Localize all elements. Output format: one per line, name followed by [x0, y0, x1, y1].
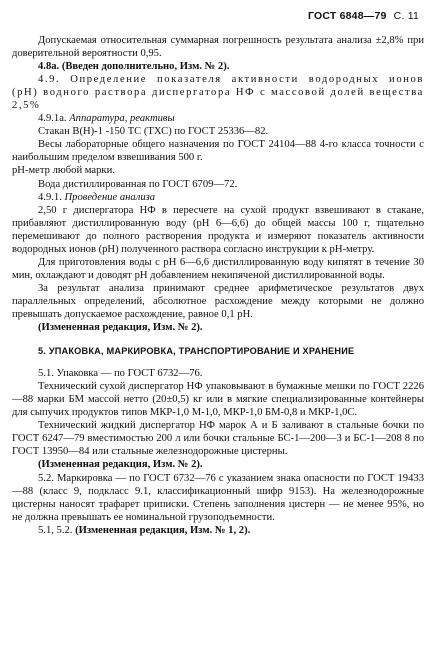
- subsection-number: 4.9.1а.: [38, 113, 67, 125]
- paragraph-dry-packaging: Технический сухой диспергатор НФ упаковывают в бумажные мешки по ГОСТ 2226—88 марки БМ массой нетто (20±0,5) кг или в мягкие специализированные контейнеры для сыпучих продуктов типов МКР-1,0 М-1,0, МКР-1,0 БМ-0,8 и МКР-1,0С.: [12, 381, 424, 419]
- amendment-note: (Измененная редакция, Изм. № 2).: [38, 322, 203, 334]
- paragraph-scales: Весы лабораторные общего назначения по ГОСТ 24104—88 4-го класса точности с наибольшим пределом взвешивания 500 г.: [12, 139, 424, 164]
- clause-numbers: 5.1, 5.2.: [38, 524, 73, 536]
- chapter-heading: 5. УПАКОВКА, МАРКИРОВКА, ТРАНСПОРТИРОВАНИЕ И ХРАНЕНИЕ: [38, 346, 355, 357]
- paragraph-beaker: Стакан В(Н)-1 -150 ТС (ТХС) по ГОСТ 25336—82.: [38, 126, 269, 138]
- page-header: [308, 10, 419, 22]
- standard-number: ГОСТ 6848—79: [307, 10, 387, 22]
- amendment-note-final: [12, 524, 424, 537]
- amendment-text: (Измененная редакция, Изм. № 1, 2).: [75, 524, 251, 536]
- paragraph-water-prep: Для приготовления воды с рН 6—6,6 дистиллированную воду кипятят в течение 30 мин, охлаждают и доводят рН добавлением некипяченой дистиллированной воды.: [12, 256, 424, 281]
- subsection-title: Аппаратура, реактивы: [69, 113, 175, 125]
- amendment-note: (Измененная редакция, Изм. № 2).: [38, 459, 203, 471]
- subsection-title: Проведение анализа: [64, 191, 156, 203]
- paragraph-marking: 5.2. Маркировка — по ГОСТ 6732—76 с указанием знака опасности по ГОСТ 19433—88 (класс 9, подкласс 9.1, классификационный шифр 9153). На железнодорожные цистерны наносят трафарет приписки. Степень заполнения цистерн — не менее 95%, но не должна превышать ее номинальной грузоподъемности.: [12, 472, 424, 523]
- paragraph-ph-meter: рН-метр любой марки.: [12, 165, 115, 177]
- subsection-apparatus: [12, 112, 424, 125]
- document-body: [12, 34, 424, 537]
- page-number: С. 11: [393, 10, 419, 22]
- paragraph-procedure: 2,50 г диспергатора НФ в пересчете на сухой продукт взвешивают в стакане, прибавляют дистиллированную воду (рН 6—6,6) до общей массы 100 г, тщательно перемешивают до полного растворения продукта и измеряют показатель активности водородных ионов (рН) полученного раствора согласно инструкции к рН-метру.: [12, 204, 424, 255]
- section-heading-ph: 4.9. Определение показателя активности водородных ионов (рН) водного раствора диспергатора НФ с массовой долей вещества 2,5%: [12, 74, 424, 112]
- paragraph-error-tolerance: Допускаемая относительная суммарная погрешность результата анализа ±2,8% при доверительной вероятности 0,95.: [12, 35, 424, 60]
- paragraph-result: За результат анализа принимают среднее арифметическое результатов двух параллельных определений, абсолютное расхождение между которыми не должно превышать допускаемое расхождение, равное 0,1 рН.: [12, 282, 424, 320]
- amendment-note: 4.8а. (Введен дополнительно, Изм. № 2).: [38, 61, 230, 73]
- paragraph-liquid-packaging: Технический жидкий диспергатор НФ марок А и Б заливают в стальные бочки по ГОСТ 6247—79 вместимостью 200 л или бочки стальные БС-1—200—3 и БС-1—208 8 по ГОСТ 13950—84 или стальные железнодорожные цистерны.: [12, 420, 424, 458]
- subsection-procedure: [12, 191, 424, 204]
- subsection-number: 4.9.1.: [38, 191, 62, 203]
- paragraph-packaging: 5.1. Упаковка — по ГОСТ 6732—76.: [38, 368, 203, 380]
- paragraph-water: Вода дистиллированная по ГОСТ 6709—72.: [38, 178, 238, 190]
